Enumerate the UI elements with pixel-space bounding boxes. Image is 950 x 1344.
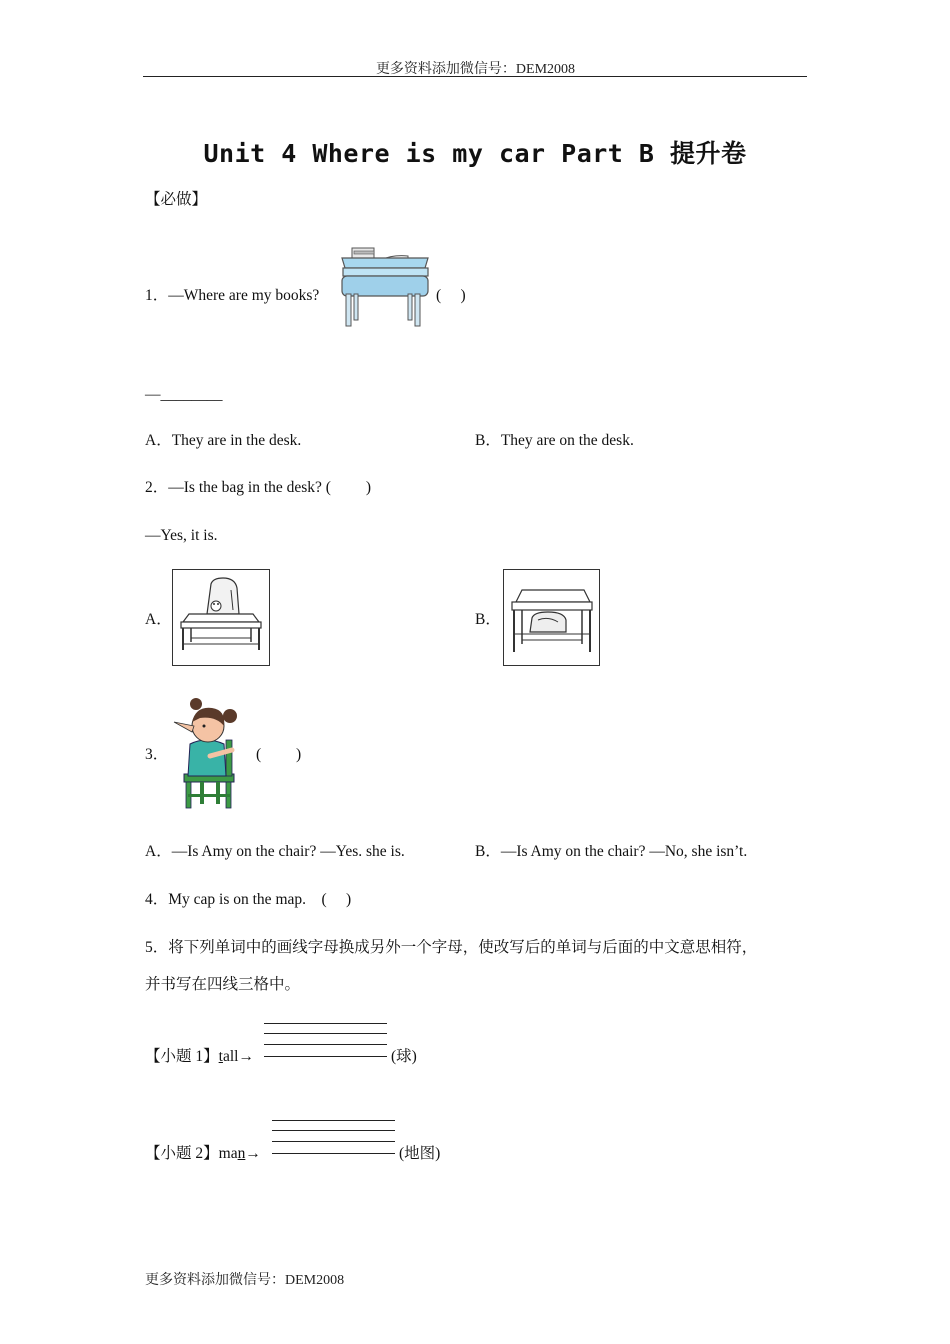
q2-option-b-image[interactable] [503,569,600,666]
q3-number: 3． [145,746,169,763]
page-title: Unit 4 Where is my car Part B 提升卷 [203,139,747,168]
header-rule [143,76,807,77]
sub1-row [145,1047,254,1067]
q1-option-a[interactable]: A．They are in the desk. [145,432,302,449]
sub2-word-prefix: ma [218,1145,238,1162]
desk-with-books-image [338,244,432,330]
q2-option-a-image[interactable] [172,569,270,666]
q2-option-a-label[interactable]: A． [145,611,172,628]
q5-instruction-line2: 并书写在四线三格中。 [145,976,301,993]
q5-instruction-line1: 5．将下列单词中的画线字母换成另外一个字母，使改写后的单词与后面的中文意思相符， [145,939,758,956]
q1-answer-paren[interactable]: ( ) [436,287,466,304]
bag-on-desk-icon [173,570,269,665]
girl-on-chair-image [170,696,246,810]
sub2-label: 【小题 2】 [145,1145,219,1162]
sub1-underlined-letter: t [218,1048,223,1065]
bag-in-desk-icon [504,570,599,665]
q1-stem: 1．—Where are my books? [145,287,320,304]
sub1-four-line-grid[interactable] [264,1023,387,1059]
q3-option-a[interactable]: A．—Is Amy on the chair? —Yes. she is. [145,843,405,860]
q3-option-b[interactable]: B．—Is Amy on the chair? —No, she isn’t. [475,843,748,860]
q2-stem: 2．—Is the bag in the desk? ( ) [145,479,371,496]
section-label: 【必做】 [145,191,208,208]
sub1-arrow: → [238,1048,254,1065]
q2-answer: —Yes, it is. [145,527,218,544]
sub2-four-line-grid[interactable] [272,1120,395,1156]
sub2-arrow: → [245,1145,261,1162]
page-header: 更多资料添加微信号：DEM2008 [375,62,576,77]
page-footer: 更多资料添加微信号：DEM2008 [145,1273,345,1288]
q1-option-b[interactable]: B．They are on the desk. [475,432,634,449]
sub2-underlined-letter: n [237,1145,246,1162]
sub2-row [145,1144,261,1164]
sub1-meaning: (球) [391,1048,417,1065]
sub1-label: 【小题 1】 [145,1048,219,1065]
q2-option-b-label[interactable]: B． [475,611,501,628]
q1-blank[interactable]: —________ [145,386,223,403]
sub2-meaning: (地图) [399,1145,441,1162]
sub1-word-rest: all [222,1048,239,1065]
q3-answer-paren[interactable]: ( ) [256,746,302,763]
q4-stem: 4．My cap is on the map. ( ) [145,891,352,908]
